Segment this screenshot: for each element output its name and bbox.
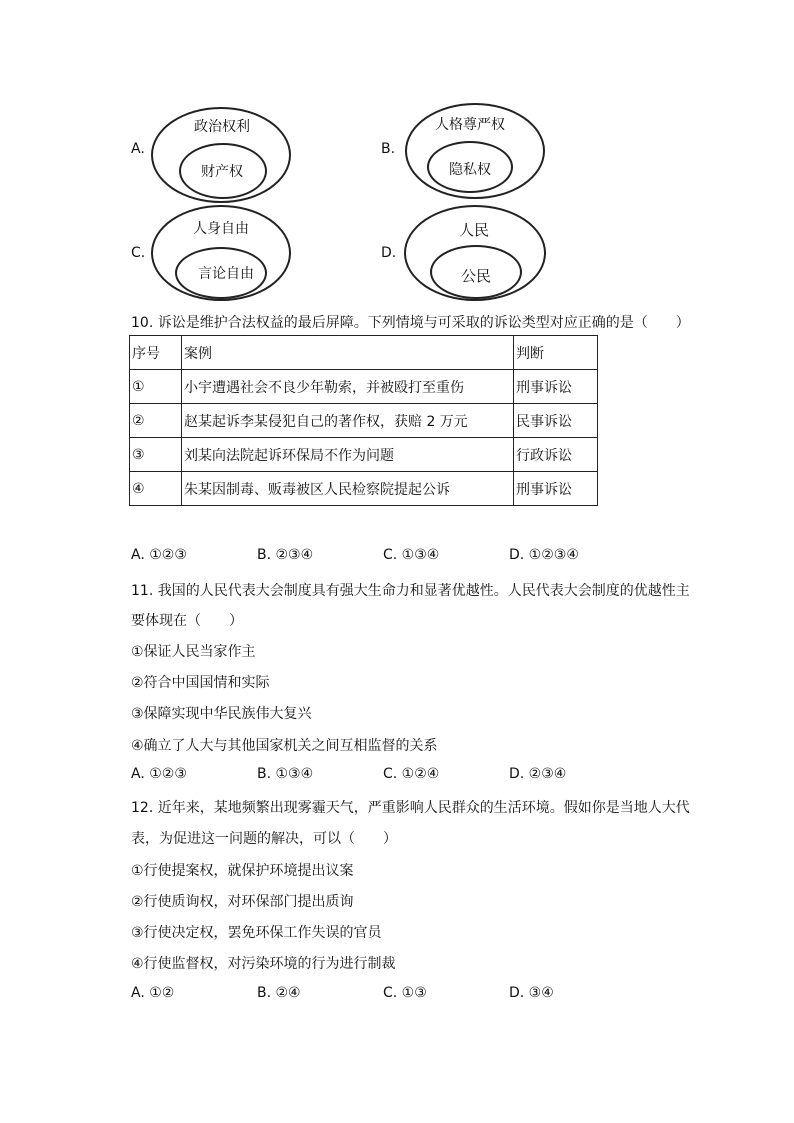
table-header-cell: 序号 xyxy=(130,336,182,370)
option-d-letter: D. xyxy=(381,245,397,261)
answer-option-a[interactable]: A. ①②③ xyxy=(131,766,187,782)
answer-option-b[interactable]: B. ②④ xyxy=(257,985,301,1001)
venn-outer-label: 政治权利 xyxy=(194,119,250,135)
venn-diagram-b xyxy=(405,103,545,199)
answer-option-c[interactable]: C. ①②④ xyxy=(383,766,440,782)
table-cell: 刑事诉讼 xyxy=(514,472,598,506)
q12-item: ①行使提案权，就保护环境提出议案 xyxy=(131,863,354,879)
table-row xyxy=(130,404,598,438)
answer-option-c[interactable]: C. ①③ xyxy=(383,985,427,1001)
table-row xyxy=(130,438,598,472)
q12-item: ②行使质询权，对环保部门提出质询 xyxy=(131,894,354,910)
venn-diagram-c xyxy=(151,205,291,301)
venn-inner-label: 言论自由 xyxy=(198,266,254,282)
answer-option-d[interactable]: D. ②③④ xyxy=(509,766,567,782)
table-row xyxy=(130,370,598,404)
table-cell: 民事诉讼 xyxy=(514,404,598,438)
answer-option-d[interactable]: D. ①②③④ xyxy=(509,547,579,563)
venn-inner-label: 财产权 xyxy=(201,164,243,180)
answer-option-b[interactable]: B. ①③④ xyxy=(257,766,314,782)
table-cell: ① xyxy=(130,370,182,404)
q10-case-table xyxy=(129,335,598,506)
table-row xyxy=(130,472,598,506)
q12-stem-line2: 表，为促进这一问题的解决，可以（ ） xyxy=(131,831,397,847)
table-cell: ② xyxy=(130,404,182,438)
option-a-letter: A. xyxy=(131,141,145,157)
answer-option-d[interactable]: D. ③④ xyxy=(509,985,554,1001)
venn-outer-label: 人身自由 xyxy=(193,221,249,237)
q11-item: ②符合中国国情和实际 xyxy=(131,675,270,691)
table-cell: ③ xyxy=(130,438,182,472)
q11-stem-line2: 要体现在（ ） xyxy=(131,613,243,629)
answer-option-a[interactable]: A. ①② xyxy=(131,985,175,1001)
q12-stem-line1: 12. 近年来，某地频繁出现雾霾天气，严重影响人民群众的生活环境。假如你是当地人大代 xyxy=(131,800,690,816)
table-cell: 行政诉讼 xyxy=(514,438,598,472)
q10-stem: 10. 诉讼是维护合法权益的最后屏障。下列情境与可采取的诉讼类型对应正确的是（ ） xyxy=(131,315,690,331)
venn-diagram-d xyxy=(404,205,546,301)
q11-item: ③保障实现中华民族伟大复兴 xyxy=(131,706,312,722)
venn-inner-label: 隐私权 xyxy=(449,162,491,178)
table-cell: 刑事诉讼 xyxy=(514,370,598,404)
venn-diagram-a xyxy=(151,107,291,203)
venn-outer-label: 人民 xyxy=(459,221,490,239)
option-b-letter: B. xyxy=(381,141,396,157)
q11-item: ④确立了人大与其他国家机关之间互相监督的关系 xyxy=(131,738,438,754)
table-cell: 赵某起诉李某侵犯自己的著作权，获赔 2 万元 xyxy=(182,404,514,438)
q11-stem-line1: 11. 我国的人民代表大会制度具有强大生命力和显著优越性。人民代表大会制度的优越性主 xyxy=(131,583,690,599)
answer-option-c[interactable]: C. ①③④ xyxy=(383,547,440,563)
q11-item: ①保证人民当家作主 xyxy=(131,644,256,660)
table-cell: 刘某向法院起诉环保局不作为问题 xyxy=(182,438,514,472)
option-c-letter: C. xyxy=(131,245,146,261)
venn-inner-label: 公民 xyxy=(461,267,492,285)
q12-item: ③行使决定权，罢免环保工作失误的官员 xyxy=(131,925,382,941)
table-cell: 朱某因制毒、贩毒被区人民检察院提起公诉 xyxy=(182,472,514,506)
answer-option-a[interactable]: A. ①②③ xyxy=(131,547,187,563)
venn-outer-label: 人格尊严权 xyxy=(435,117,505,133)
answer-option-b[interactable]: B. ②③④ xyxy=(257,547,314,563)
table-header-row xyxy=(130,336,598,370)
table-cell: 小宇遭遇社会不良少年勒索，并被殴打至重伤 xyxy=(182,370,514,404)
q12-item: ④行使监督权，对污染环境的行为进行制裁 xyxy=(131,956,396,972)
table-cell: ④ xyxy=(130,472,182,506)
table-header-cell: 判断 xyxy=(514,336,598,370)
table-header-cell: 案例 xyxy=(182,336,514,370)
